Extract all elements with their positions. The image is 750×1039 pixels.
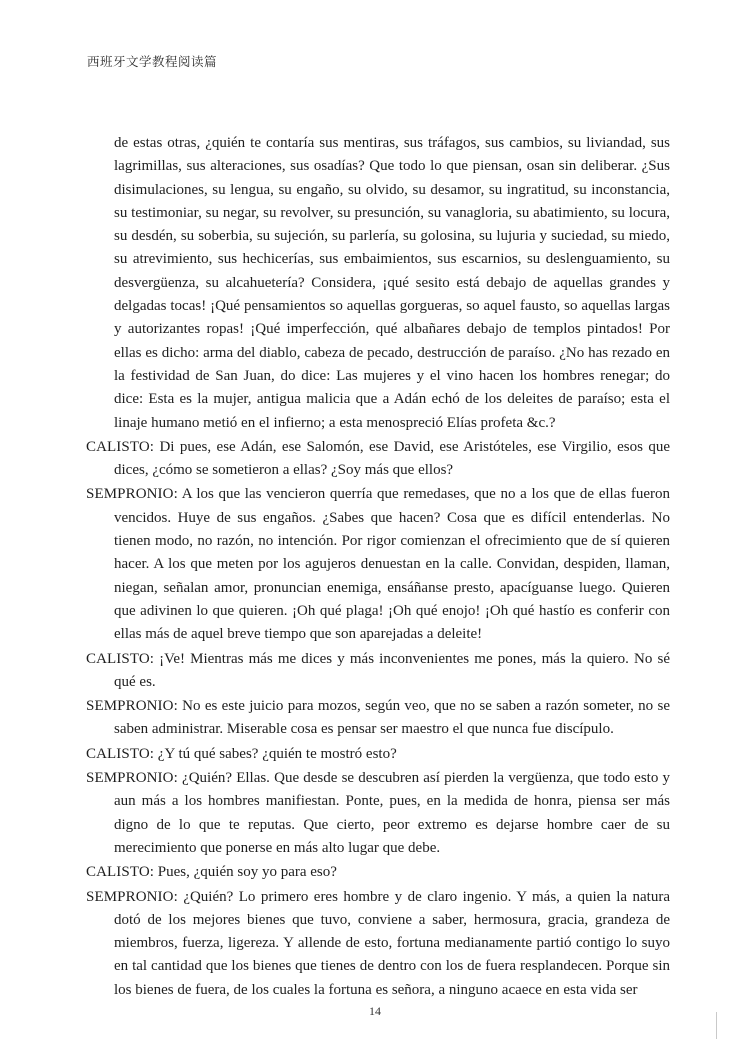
page-text [86,132,670,1003]
dialogue-entry-8 [86,886,670,1002]
speaker-label: SEMPRONIO: [86,698,178,715]
dialogue-entry-7 [86,861,670,884]
dialogue-text: Pues, ¿quién soy yo para eso? [157,864,337,881]
speaker-label: CALISTO: [86,650,155,667]
scan-edge-mark [716,1012,717,1039]
speaker-label: CALISTO: [86,864,155,881]
dialogue-entry-6 [86,767,670,860]
dialogue-text: ¿Quién? Lo primero eres hombre y de claro ingenio. Y más, a quien la natura dotó de los mejores bienes que tuvo, conviene a saber, hermosura, gracia, grandeza de miembros, fuerza, ligereza. Y allende de esto, fortuna medianamente partió contigo lo suyo en tal cantidad que los bienes que tienes de dentro con los de fuera resplandecen. Porque sin los bienes de fuera, de los cuales la fortuna es señora, a ninguno acaece en esta vida ser [114,888,670,998]
dialogue-text: ¿Quién? Ellas. Que desde se descubren así pierden la vergüenza, que todo esto y aun más a los hombres manifiestan. Ponte, pues, en la medida de honra, piensa ser más digno de lo que te reputas. Que cierto, peor extremo es dejarse hombre caer de su merecimiento que ponerse en más alto lugar que debe. [114,770,671,856]
dialogue-entry-3 [86,648,670,695]
speaker-label: CALISTO: [86,438,155,455]
dialogue-text: ¿Y tú qué sabes? ¿quién te mostró esto? [157,745,397,762]
dialogue-text: A los que las vencieron querría que remedases, que no a los que de ellas fueron vencidos. Huye de sus engaños. ¿Sabes que hacen? Cosa que es difícil entenderlas. No tienen modo, no razón, no intención. Por rigor comienzan el ofrecimiento que de sí quieren hacer. A los que meten por los agujeros denuestan en la calle. Convidan, despiden, llaman, niegan, señalan amor, pronuncian enemiga, ensáñanse presto, apacíguanse luego. Quieren que adivinen lo que quieren. ¡Oh qué plaga! ¡Oh qué enojo! ¡Oh qué hastío es conferir con ellas más de aquel breve tiempo que son aparejadas a deleite! [114,486,670,643]
opening-paragraph: de estas otras, ¿quién te contaría sus mentiras, sus tráfagos, sus cambios, su liviandad, sus lagrimillas, sus alteraciones, sus osadías? Que todo lo que piensan, osan sin deliberar. ¿Sus disimulaciones, su lengua, su engaño, su olvido, su desamor, su ingratitud, su inconstancia, su testimoniar, su negar, su revolver, su presunción, su vanagloria, su abatimiento, su locura, su desdén, su soberbia, su sujeción, su parlería, su golosina, su lujuria y suciedad, su miedo, su atrevimiento, sus hechicerías, sus embaimientos, sus escarnios, su deslenguamiento, su desvergüenza, su alcahuetería? Considera, ¡qué sesito está debajo de aquellas grandes y delgadas tocas! ¡Qué pensamientos so aquellas gorgueras, so aquel fausto, so aquellas largas y autorizantes ropas! ¡Qué imperfección, qué albañares debajo de templos pintados! Por ellas es dicho: arma del diablo, cabeza de pecado, destrucción de paraíso. ¿No has rezado en la festividad de San Juan, do dice: Las mujeres y el vino hacen los hombres renegar; do dice: Esta es la mujer, antigua malicia que a Adán echó de los deleites de paraíso; esta el linaje humano metió en el infierno; a esta menospreció Elías profeta &c.? [114,135,670,431]
running-header: 西班牙文学教程阅读篇 [87,54,218,69]
speaker-label: SEMPRONIO: [86,770,178,787]
dialogue-entry-5 [86,743,670,766]
dialogue-text: ¡Ve! Mientras más me dices y más inconvenientes me pones, más la quiero. No sé qué es. [114,650,671,690]
dialogue-entry-1 [86,436,670,483]
page-number: 14 [369,1004,381,1018]
dialogue-text: No es este juicio para mozos, según veo, que no se saben a razón someter, no se saben administrar. Miserable cosa es pensar ser maestro el que nunca fue discípulo. [114,698,670,738]
dialogue-entry-4 [86,695,670,742]
speaker-label: CALISTO: [86,745,155,762]
dialogue-entry-2 [86,483,670,646]
dialogue-text: Di pues, ese Adán, ese Salomón, ese David, ese Aristóteles, ese Virgilio, esos que dices, ¿cómo se sometieron a ellas? ¿Soy más que ellos? [114,438,670,479]
speaker-label: SEMPRONIO: [86,888,178,905]
speaker-label: SEMPRONIO: [86,486,178,503]
